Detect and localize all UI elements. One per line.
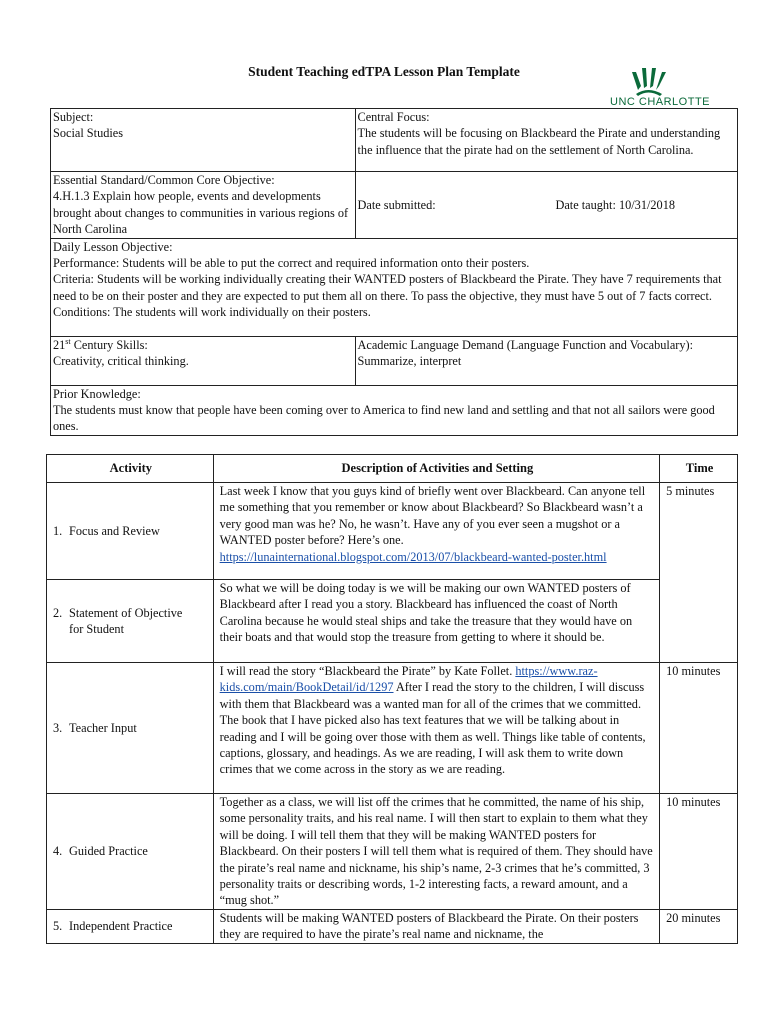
performance-text: Performance: Students will be able to put the correct and required information onto their posters. bbox=[53, 256, 530, 271]
prior-knowledge-row bbox=[51, 385, 738, 435]
subject-row bbox=[51, 109, 738, 172]
dates-cell bbox=[355, 172, 738, 239]
standard-value: 4.H.1.3 Explain how people, events and developments brought about changes to communities in various regions of North Carolina bbox=[53, 189, 349, 237]
document-title: Student Teaching edTPA Lesson Plan Template bbox=[248, 64, 520, 79]
academic-label: Academic Language Demand (Language Function and Vocabulary): bbox=[357, 337, 694, 352]
table-row bbox=[47, 663, 738, 794]
standard-cell bbox=[51, 172, 356, 239]
activity-description: Last week I know that you guys kind of briefly went over Blackbeard. Can anyone tell me something that you remember or know about Blackbeard? So Blackbeard wasn’t a very good man was he? No, he wasn’t. Have any of you ever seen a mugshot or a WANTED poster before? Here’s one. https://lunainternational.blogspot.com/2013/07/blackbeard-wanted-poster.html bbox=[213, 483, 659, 580]
activity-time: 10 minutes bbox=[660, 663, 738, 794]
conditions-text: Conditions: The students will work individually on their posters. bbox=[53, 305, 371, 320]
activity-name: 2. Statement of Objective for Student bbox=[47, 580, 214, 663]
header-time: Time bbox=[660, 455, 738, 483]
subject-cell bbox=[51, 109, 356, 172]
table-row bbox=[47, 794, 738, 910]
logo-text: UNC CHARLOTTE bbox=[610, 96, 711, 108]
standard-label: Essential Standard/Common Core Objective: bbox=[53, 173, 275, 187]
academic-value: Summarize, interpret bbox=[357, 354, 462, 369]
prior-knowledge-cell bbox=[51, 385, 738, 435]
skills-cell bbox=[51, 336, 356, 385]
activity-description: I will read the story “Blackbeard the Pirate” by Kate Follet. https://www.raz-kids.com/main/BookDetail/id/1297 After I read the story to the children, I will discuss with them that Blackbeard was a wanted man for all of the crimes that we committed. The book that I have picked also has text features that we will be talking about in reading and I will be going over those with them as well. Things like table of contents, captions, glossary, and headings. As we are reading, I will ask them to write down crimes that we come across in the story as we are reading. bbox=[213, 663, 659, 794]
activities-header-row bbox=[47, 455, 738, 483]
central-focus-label: Central Focus: bbox=[357, 110, 430, 124]
activity-name: 5. Independent Practice bbox=[47, 909, 214, 943]
subject-value: Social Studies bbox=[53, 126, 124, 141]
activity-name: 1. Focus and Review bbox=[47, 483, 214, 580]
prior-knowledge-value: The students must know that people have been coming over to America to find new land and settling and that not all sailors were good ones. bbox=[53, 403, 715, 434]
daily-objective-label: Daily Lesson Objective: bbox=[53, 239, 173, 254]
skills-row bbox=[51, 336, 738, 385]
unc-charlotte-logo bbox=[606, 64, 716, 108]
criteria-text: Criteria: Students will be working individually creating their WANTED posters of Blackbeard the Pirate. They have 7 requirements that need to be on their poster and they are expected to put them all on there. To pass the objective, they must have 5 out of 7 facts correct. bbox=[53, 272, 722, 303]
standard-row bbox=[51, 172, 738, 239]
activity-description: So what we will be doing today is we will be making our own WANTED posters of Blackbeard after I read you a story. Blackbeard has influenced the coast of North Carolina because he would steal ships and take the treasure that they would have on their boats and that would stop the treasure from getting to where it should be. bbox=[213, 580, 659, 663]
activity-time: 5 minutes bbox=[660, 483, 738, 663]
central-focus-cell bbox=[355, 109, 738, 172]
daily-objective-cell bbox=[51, 238, 738, 336]
date-submitted: Date submitted: bbox=[357, 197, 436, 212]
academic-language-cell bbox=[355, 336, 738, 385]
raz-kids-link[interactable]: https://www.raz-kids.com/main/BookDetail/id/1297 bbox=[219, 664, 598, 695]
header-activity: Activity bbox=[47, 455, 214, 483]
activity-name: 3. Teacher Input bbox=[47, 663, 214, 794]
activity-time: 20 minutes bbox=[660, 909, 738, 943]
header-description: Description of Activities and Setting bbox=[213, 455, 659, 483]
skills-value: Creativity, critical thinking. bbox=[53, 354, 189, 369]
skills-label: 21st Century Skills: bbox=[53, 336, 148, 352]
date-taught: Date taught: 10/31/2018 bbox=[555, 197, 675, 212]
subject-label: Subject: bbox=[53, 110, 94, 124]
activity-name: 4. Guided Practice bbox=[47, 794, 214, 910]
prior-knowledge-label: Prior Knowledge: bbox=[53, 386, 141, 401]
table-row bbox=[47, 580, 738, 663]
table-row bbox=[47, 483, 738, 580]
blog-link[interactable]: https://lunainternational.blogspot.com/2013/07/blackbeard-wanted-poster.html bbox=[219, 549, 607, 564]
activities-table bbox=[46, 454, 738, 944]
activity-time: 10 minutes bbox=[660, 794, 738, 910]
table-row bbox=[47, 909, 738, 943]
lesson-info-table bbox=[50, 108, 738, 436]
daily-objective-row bbox=[51, 238, 738, 336]
activity-description: Students will be making WANTED posters of Blackbeard the Pirate. On their posters they are required to have the pirate’s real name and nickname, the bbox=[213, 909, 659, 943]
central-focus-value: The students will be focusing on Blackbeard the Pirate and understanding the influence that the pirate had on the settlement of North Carolina. bbox=[357, 126, 721, 157]
activity-description: Together as a class, we will list off the crimes that he committed, the name of his ship, some personality traits, and his real name. I will then start to explain to them what they will be doing. I will tell them that they will be making WANTED posters for Blackbeard. On their posters I will tell them what is required of them. They should have the pirate’s real name and nickname, his ship’s name, 2-3 crimes that he’s committed, 3 personality traits or describing words, 1-2 interesting facts, a reward amount, and a “mug shot.” bbox=[213, 794, 659, 910]
